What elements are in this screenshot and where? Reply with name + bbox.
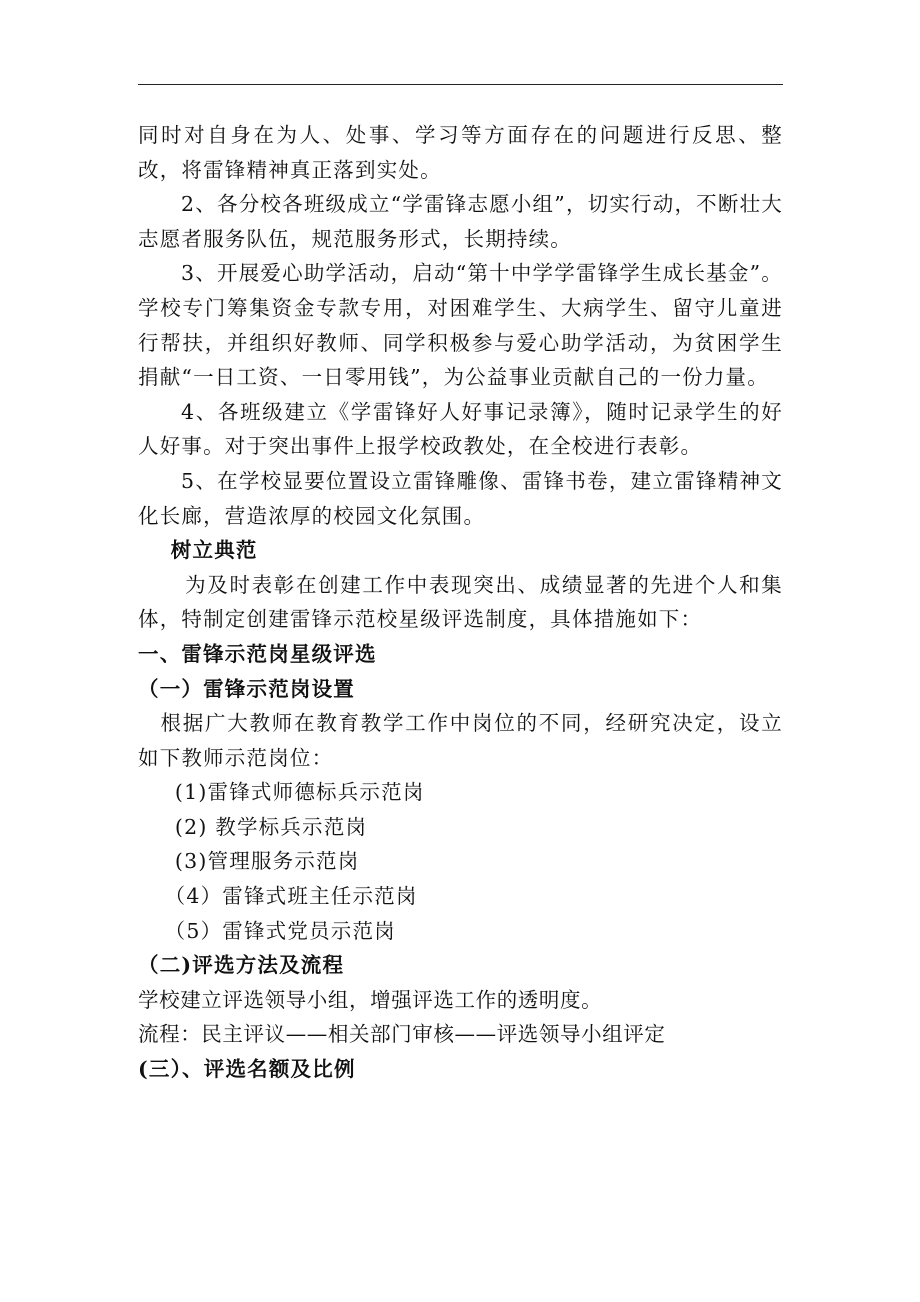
post-item: （5）雷锋式党员示范岗 bbox=[164, 918, 396, 943]
section-intro: 为及时表彰在创建工作中表现突出、成绩显著的先进个人和集体，特制定创建雷锋示范校星级评选制度，具体措施如下： bbox=[138, 572, 783, 632]
paragraph-continuation: 同时对自身在为人、处事、学习等方面存在的问题进行反思、整改，将雷锋精神真正落到实处。 bbox=[138, 123, 783, 182]
post-item: （4）雷锋式班主任示范岗 bbox=[164, 884, 418, 909]
document-body bbox=[138, 118, 783, 1087]
post-item: (3)管理服务示范岗 bbox=[174, 849, 360, 874]
post-item: (1)雷锋式师德标兵示范岗 bbox=[174, 780, 425, 805]
paragraph-item-3: 3、开展爱心助学活动，启动“第十中学学雷锋学生成长基金”。学校专门筹集资金专款专用，对困难学生、大病学生、留守儿童进行帮扶，并组织好教师、同学积极参与爱心助学活动，为贫困学生捐献“一日工资、一日零用钱”，为公益事业贡献自己的一份力量。 bbox=[138, 261, 783, 390]
paragraph-item-2: 2、各分校各班级成立“学雷锋志愿小组”，切实行动，不断壮大志愿者服务队伍，规范服务形式，长期持续。 bbox=[138, 192, 783, 251]
section-heading: 树立典范 bbox=[170, 538, 258, 563]
sub-heading-2: （二)评选方法及流程 bbox=[138, 953, 345, 978]
sub-heading-3: (三）、评选名额及比例 bbox=[138, 1057, 356, 1082]
paragraph-item-4: 4、各班级建立《学雷锋好人好事记录簿》，随时记录学生的好人好事。对于突出事件上报学校政教处，在全校进行表彰。 bbox=[138, 399, 783, 459]
sub-heading-2-text: 学校建立评选领导小组，增强评选工作的透明度。 bbox=[138, 987, 603, 1012]
post-item: (2) 教学标兵示范岗 bbox=[174, 814, 368, 839]
heading-level-1: 一、雷锋示范岗星级评选 bbox=[138, 641, 377, 666]
paragraph-item-5: 5、在学校显要位置设立雷锋雕像、雷锋书卷，建立雷锋精神文化长廊，营造浓厚的校园文化氛围。 bbox=[138, 468, 783, 528]
header-rule bbox=[138, 84, 783, 85]
sub-heading-2-flow: 流程：民主评议——相关部门审核——评选领导小组评定 bbox=[138, 1022, 666, 1047]
sub-heading-1: （一）雷锋示范岗设置 bbox=[138, 676, 355, 701]
sub-heading-1-intro: 根据广大教师在教育教学工作中岗位的不同，经研究决定，设立如下教师示范岗位： bbox=[138, 711, 783, 770]
